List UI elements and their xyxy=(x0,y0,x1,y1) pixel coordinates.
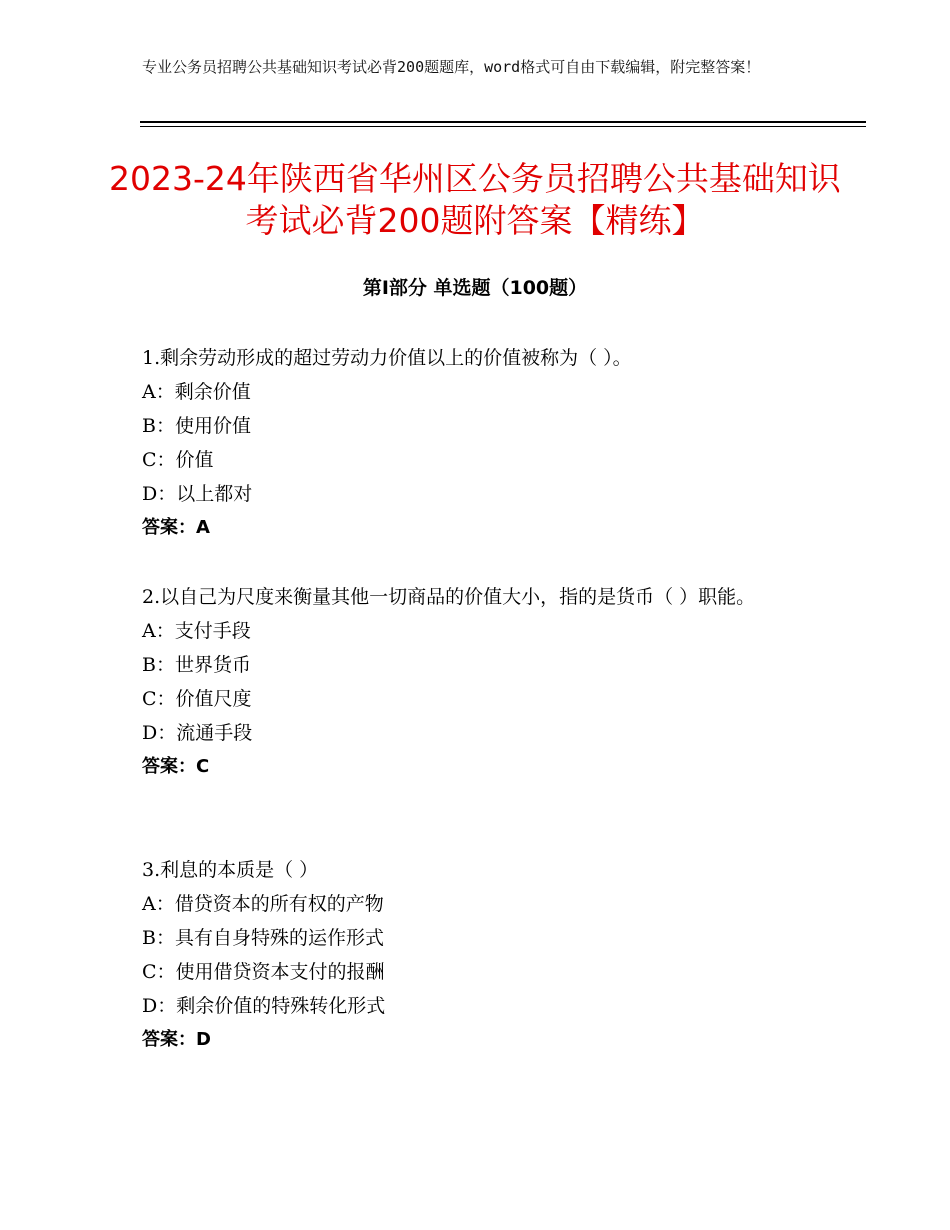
option-d: D：以上都对 xyxy=(142,483,253,505)
option-b: B：世界货币 xyxy=(142,654,251,676)
option-b: B：具有自身特殊的运作形式 xyxy=(142,927,384,949)
question-stem: 2.以自己为尺度来衡量其他一切商品的价值大小，指的是货币（ ）职能。 xyxy=(142,586,756,608)
question-block xyxy=(142,341,802,545)
option-b: B：使用价值 xyxy=(142,415,251,437)
option-c: C：价值 xyxy=(142,449,214,471)
option-d: D：流通手段 xyxy=(142,722,253,744)
section-title: 第Ⅰ部分 单选题（100题） xyxy=(362,277,588,299)
question-block xyxy=(142,853,802,1057)
header-note: 专业公务员招聘公共基础知识考试必背200题题库，word格式可自由下载编辑，附完整答案！ xyxy=(142,58,761,76)
answer-line: 答案：C xyxy=(142,756,210,777)
question-stem: 3.利息的本质是（ ） xyxy=(142,859,319,881)
option-c: C：价值尺度 xyxy=(142,688,252,710)
header-divider-thin xyxy=(140,126,866,127)
question-stem: 1.剩余劳动形成的超过劳动力价值以上的价值被称为（ ）。 xyxy=(142,347,632,369)
header-divider-thick xyxy=(140,121,866,123)
option-d: D：剩余价值的特殊转化形式 xyxy=(142,995,386,1017)
option-a: A：借贷资本的所有权的产物 xyxy=(142,893,384,915)
answer-line: 答案：A xyxy=(142,517,210,538)
question-block xyxy=(142,580,802,784)
option-a: A：剩余价值 xyxy=(142,381,251,403)
answer-line: 答案：D xyxy=(142,1029,211,1050)
option-a: A：支付手段 xyxy=(142,620,251,642)
document-title: 2023-24年陕西省华州区公务员招聘公共基础知识考试必背200题附答案【精练】 xyxy=(109,159,841,240)
option-c: C：使用借贷资本支付的报酬 xyxy=(142,961,385,983)
